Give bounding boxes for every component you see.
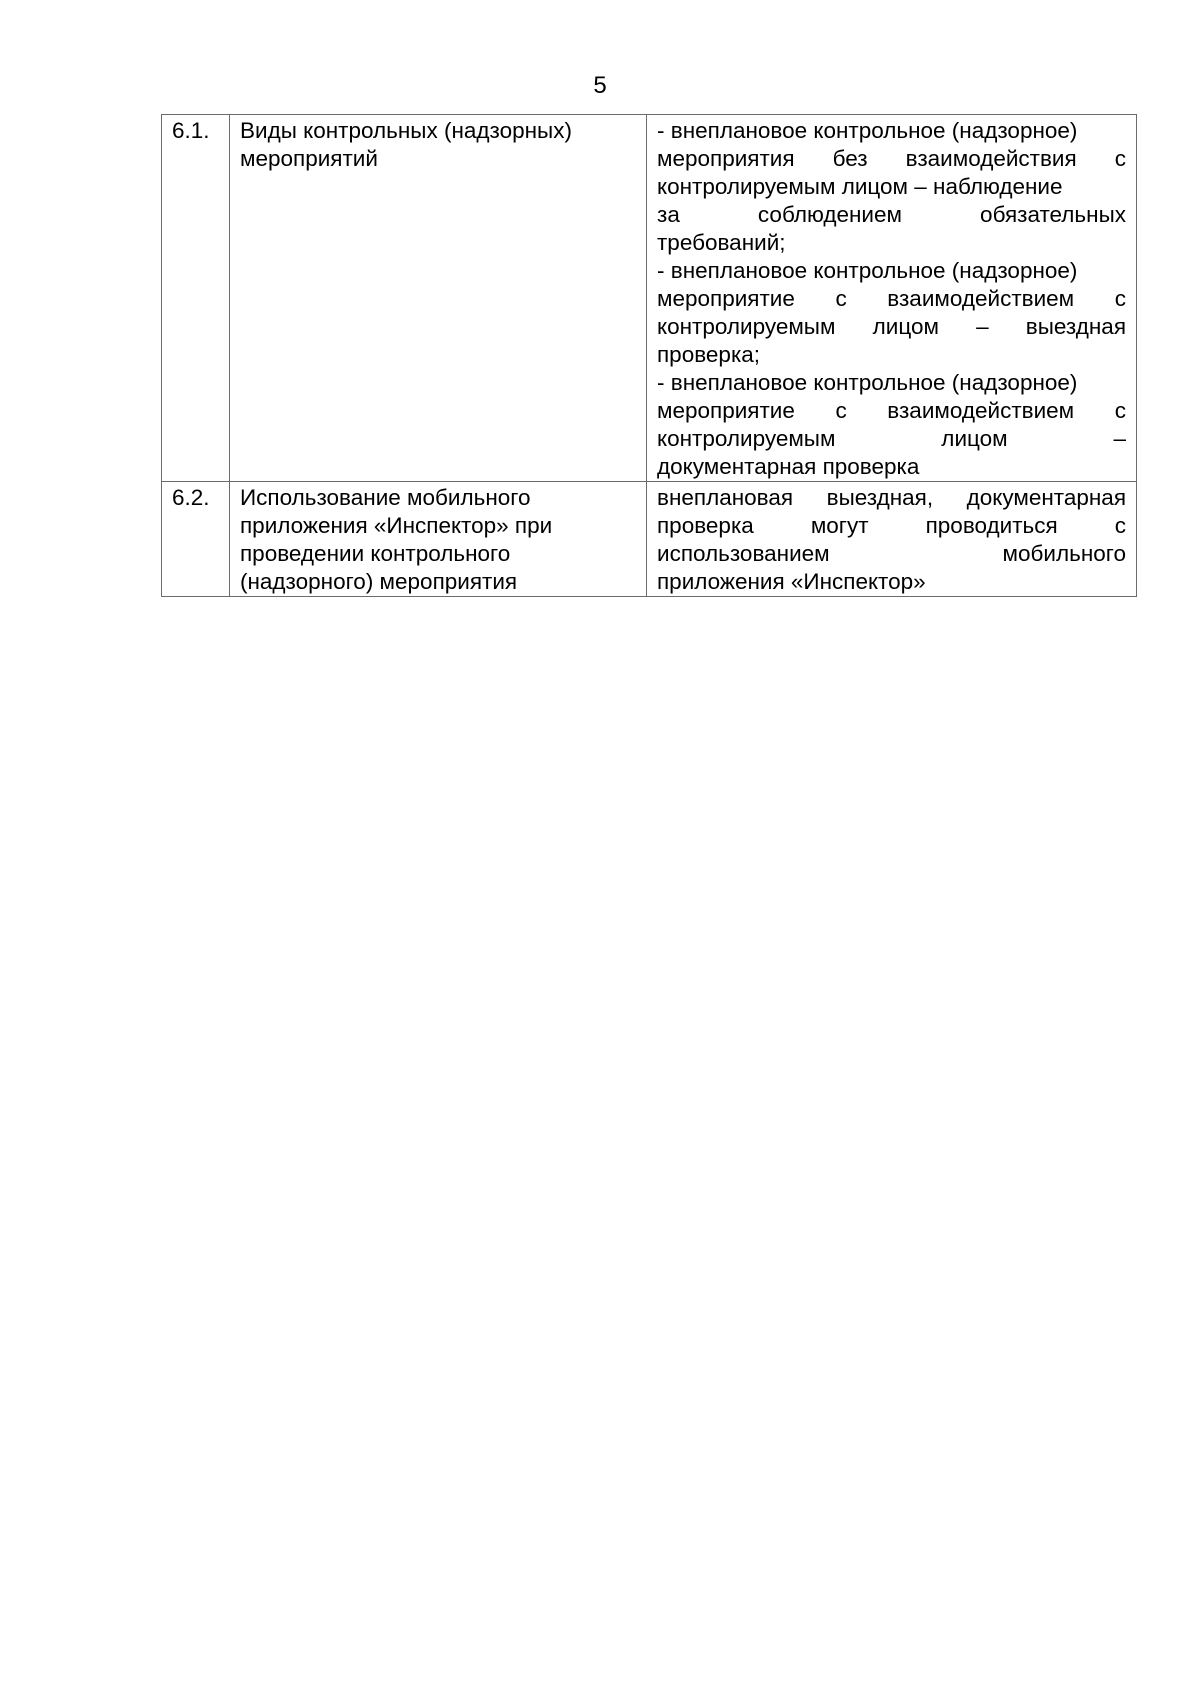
row-number: 6.2. <box>172 485 210 510</box>
row-name-cell <box>230 482 647 597</box>
row-value-line: контролируемым лицом – <box>657 426 1126 451</box>
row-name-cell <box>230 115 647 482</box>
row-name-line: Использование мобильного <box>240 485 531 510</box>
page-number: 5 <box>593 72 607 99</box>
row-number-cell <box>162 115 230 482</box>
row-value-line: использованием мобильного <box>657 541 1126 566</box>
row-value-line: контролируемым лицом – наблюдение <box>657 174 1063 199</box>
control-measures-table <box>161 114 1137 597</box>
row-name-line: проведении контрольного <box>240 541 511 566</box>
row-value-line: требований; <box>657 230 786 255</box>
row-value-line: - внеплановое контрольное (надзорное) <box>657 370 1078 395</box>
row-name-line: (надзорного) мероприятия <box>240 569 518 594</box>
row-value-cell <box>647 482 1137 597</box>
table-row <box>162 115 1137 482</box>
row-name-line: мероприятий <box>240 146 378 171</box>
row-value-line: документарная проверка <box>657 454 920 479</box>
row-value-line: - внеплановое контрольное (надзорное) <box>657 258 1078 283</box>
row-number: 6.1. <box>172 118 210 143</box>
row-number-cell <box>162 482 230 597</box>
row-value-line: мероприятие с взаимодействием с <box>657 286 1126 311</box>
table-row <box>162 482 1137 597</box>
row-value-cell <box>647 115 1137 482</box>
row-value-line: за соблюдением обязательных <box>657 202 1126 227</box>
row-value-line: мероприятие с взаимодействием с <box>657 398 1126 423</box>
row-value-line: проверка; <box>657 342 761 367</box>
row-value-line: - внеплановое контрольное (надзорное) <box>657 118 1078 143</box>
row-name-line: приложения «Инспектор» при <box>240 513 553 538</box>
row-value-line: мероприятия без взаимодействия с <box>657 146 1126 171</box>
row-name-line: Виды контрольных (надзорных) <box>240 118 572 143</box>
row-value-line: контролируемым лицом – выездная <box>657 314 1126 339</box>
row-value-line: приложения «Инспектор» <box>657 569 926 594</box>
row-value-line: проверка могут проводиться с <box>657 513 1126 538</box>
row-value-line: внеплановая выездная, документарная <box>657 485 1126 510</box>
